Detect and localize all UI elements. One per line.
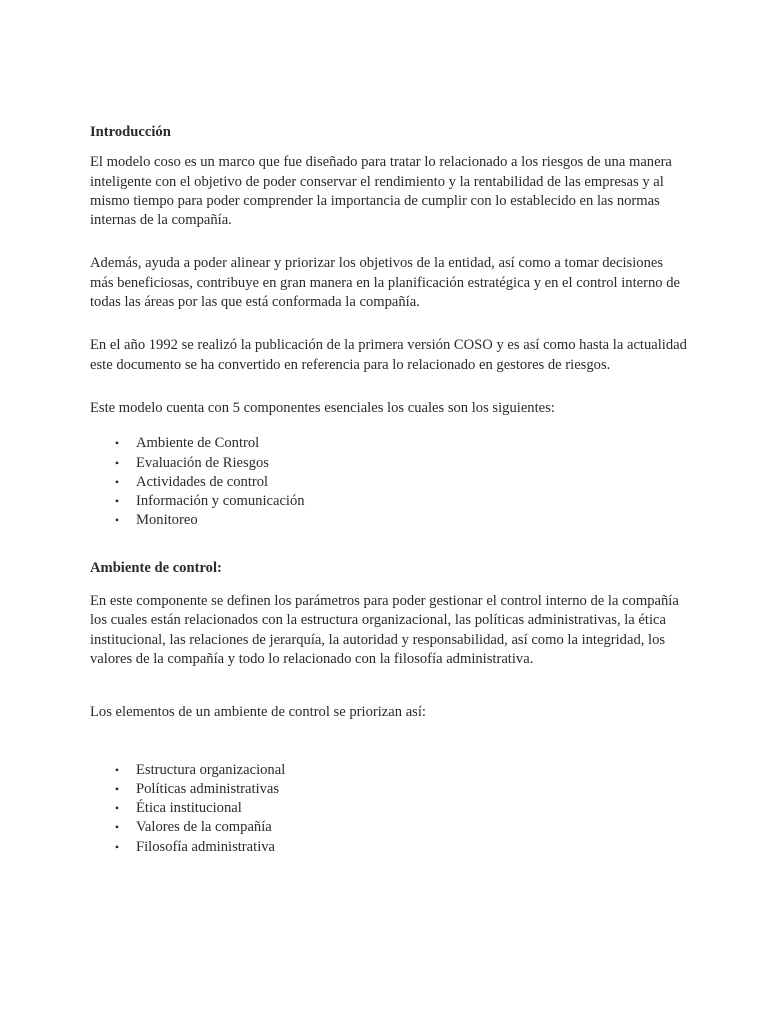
list-item [90,838,690,857]
bullet-icon: • [114,513,120,528]
list-item [90,454,690,473]
bullet-icon: • [114,820,120,835]
history-paragraph: En el año 1992 se realizó la publicación de la primera versión COSO y es así como hasta la actualidad este documento se ha convertido en referencia para lo relacionado en gestores de riesgos. [90,337,687,373]
list-item-text: Filosofía administrativa [136,838,276,855]
list-item [90,780,690,799]
ademas-paragraph: Además, ayuda a poder alinear y priorizar los objetivos de la entidad, así como a tomar decisiones más beneficiosas, contribuye en gran manera en la planificación estratégica y en el control interno de todas las áreas por las que está conformada la compañía. [90,255,680,311]
list-item-text: Información y comunicación [136,493,305,510]
elementos-list [90,761,690,857]
list-item-text: Ambiente de Control [136,435,260,452]
ambiente-paragraph: En este componente se definen los parámetros para poder gestionar el control interno de la compañía los cuales están relacionados con la estructura organizacional, las políticas administrativas, la ética institucional, las relaciones de jerarquía, la autoridad y responsabilidad, así como la integridad, los valores de la compañía y todo lo relacionado con la filosofía administrativa. [90,593,679,667]
list-item-text: Valores de la compañía [136,819,272,836]
intro-paragraph: El modelo coso es un marco que fue diseñado para tratar lo relacionado a los riesgos de una manera inteligente con el objetivo de poder conservar el rendimiento y la rentabilidad de las empresas y al mismo tiempo para poder comprender la importancia de cumplir con lo establecido en las normas internas de la compañía. [90,154,672,229]
list-item [90,818,690,837]
list-item-text: Actividades de control [136,473,269,490]
bullet-icon: • [114,455,120,470]
bullet-icon: • [114,839,120,854]
list-item [90,511,690,530]
list-item [90,492,690,511]
components-list [90,434,690,530]
bullet-icon: • [114,762,120,777]
bullet-icon: • [114,474,120,489]
bullet-icon: • [114,781,120,796]
components-intro: Este modelo cuenta con 5 componentes esenciales los cuales son los siguientes: [90,399,555,416]
list-item [90,473,690,492]
bullet-icon: • [114,436,120,451]
bullet-icon: • [114,801,120,816]
bullet-icon: • [114,494,120,509]
list-item [90,799,690,818]
list-item [90,761,690,780]
ambiente-heading: Ambiente de control: [90,559,222,576]
list-item-text: Monitoreo [136,512,198,529]
list-item-text: Evaluación de Riesgos [136,454,269,471]
list-item-text: Políticas administrativas [136,780,280,797]
list-item-text: Ética institucional [136,800,242,817]
intro-heading: Introducción [90,124,171,140]
document-content [90,120,690,857]
elementos-intro: Los elementos de un ambiente de control se priorizan así: [90,704,426,721]
list-item [90,434,690,453]
list-item-text: Estructura organizacional [136,761,286,778]
